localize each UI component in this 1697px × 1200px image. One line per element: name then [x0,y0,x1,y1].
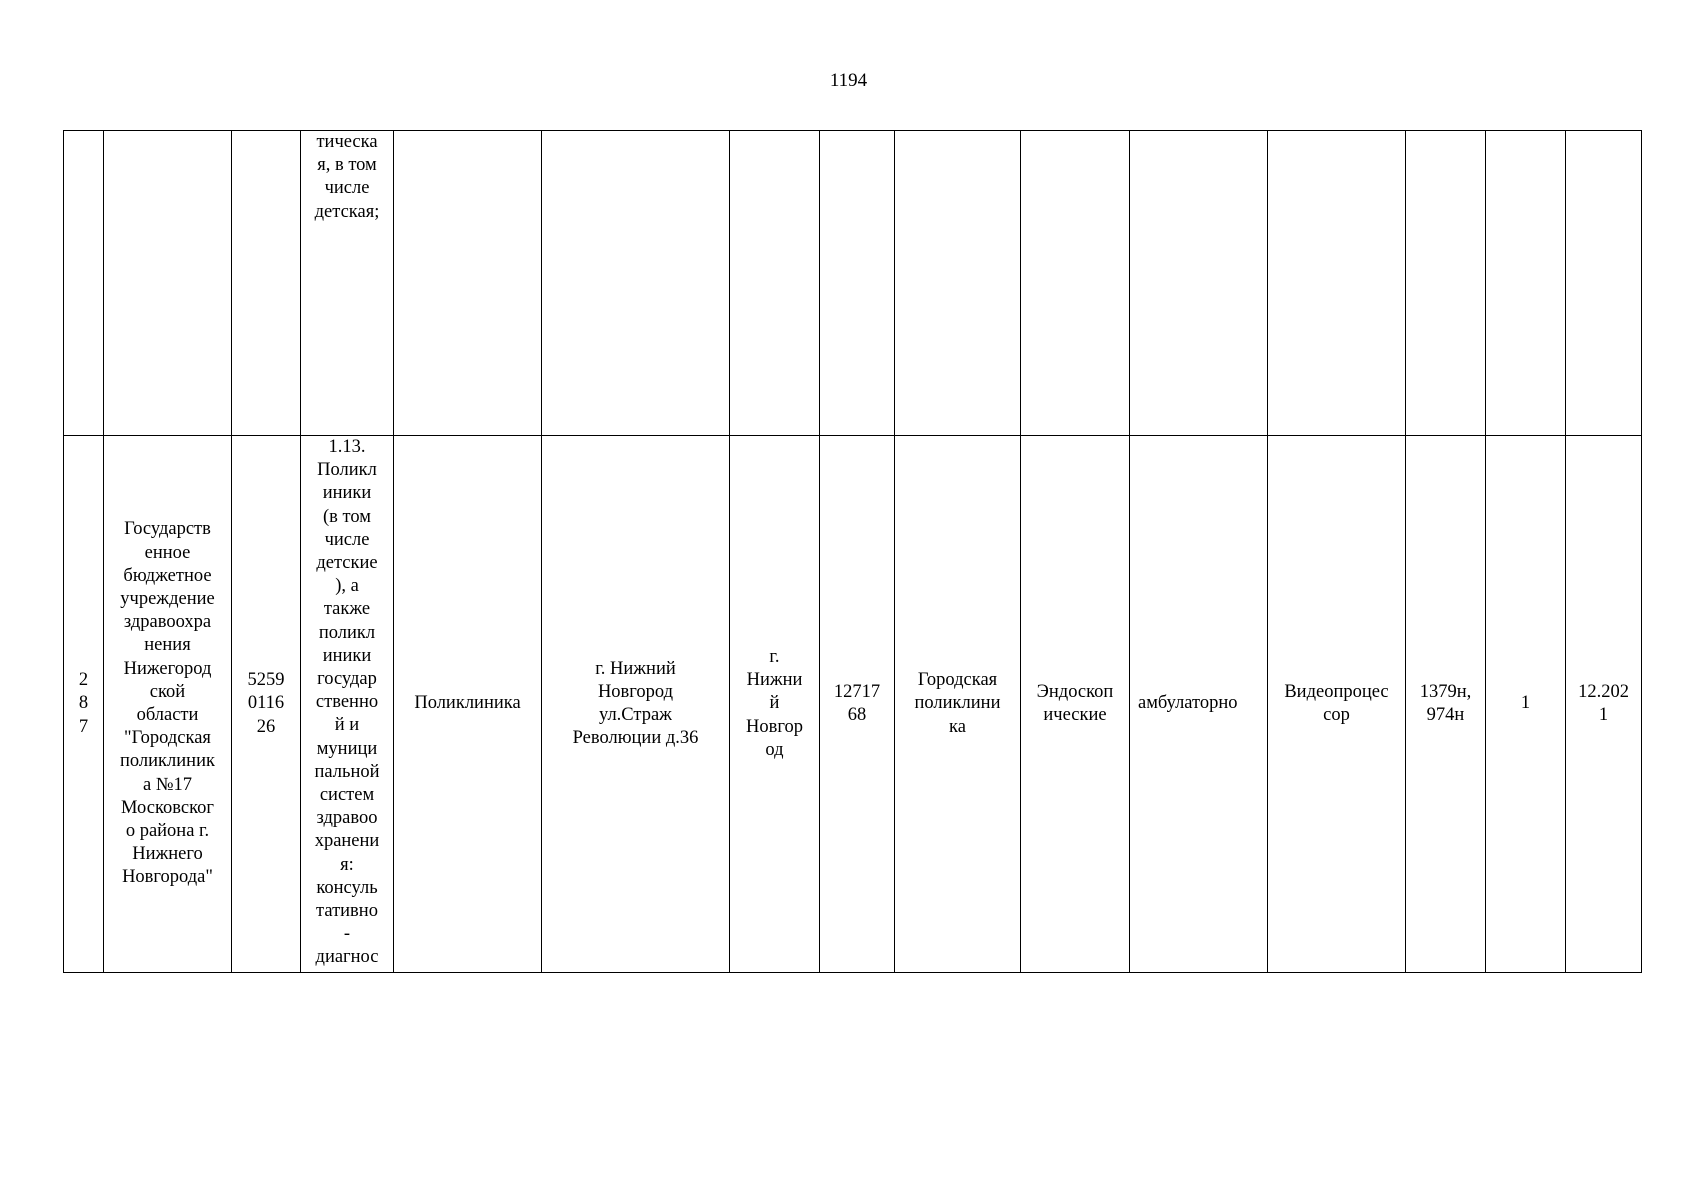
cell-date [1566,131,1642,436]
table-row-287 [64,436,1642,973]
cell-facility [394,131,542,436]
cell-num [64,131,104,436]
cell-institution-type [895,131,1021,436]
page-number: 1194 [829,70,868,91]
cell-order-refs: 1379н, 974н [1406,436,1486,973]
cell-equipment: Видеопроцес сор [1268,436,1406,973]
cell-inn [232,131,301,436]
cell-quantity [1486,131,1566,436]
cell-care-conditions [1130,131,1268,436]
table-row-continuation [64,131,1642,436]
cell-activity-type: тическа я, в том числе детская; [301,131,394,436]
cell-code: 12717 68 [820,436,895,973]
cell-inn: 5259 0116 26 [232,436,301,973]
cell-organization [104,131,232,436]
cell-order-refs [1406,131,1486,436]
cell-address [542,131,730,436]
cell-code [820,131,895,436]
cell-organization: Государств енное бюджетное учреждение здравоохра нения Нижегород ской области "Городская поликлиник а №17 Московског о района г. Нижнего Новгорода" [104,436,232,973]
registry-table [63,130,1642,973]
cell-profile [1021,131,1130,436]
cell-city: г. Нижни й Новгор од [730,436,820,973]
cell-date: 12.202 1 [1566,436,1642,973]
cell-city [730,131,820,436]
cell-num: 2 8 7 [64,436,104,973]
cell-quantity: 1 [1486,436,1566,973]
cell-address: г. Нижний Новгород ул.Страж Революции д.36 [542,436,730,973]
cell-equipment [1268,131,1406,436]
cell-care-conditions: амбулаторно [1130,436,1268,973]
cell-facility: Поликлиника [394,436,542,973]
cell-profile: Эндоскоп ические [1021,436,1130,973]
cell-activity-type: 1.13. Поликл иники (в том числе детские ), а также поликл иники государ ственно й и муници пальной систем здравоо хранени я: консуль тативно - диагнос [301,436,394,973]
cell-institution-type: Городская поликлини ка [895,436,1021,973]
